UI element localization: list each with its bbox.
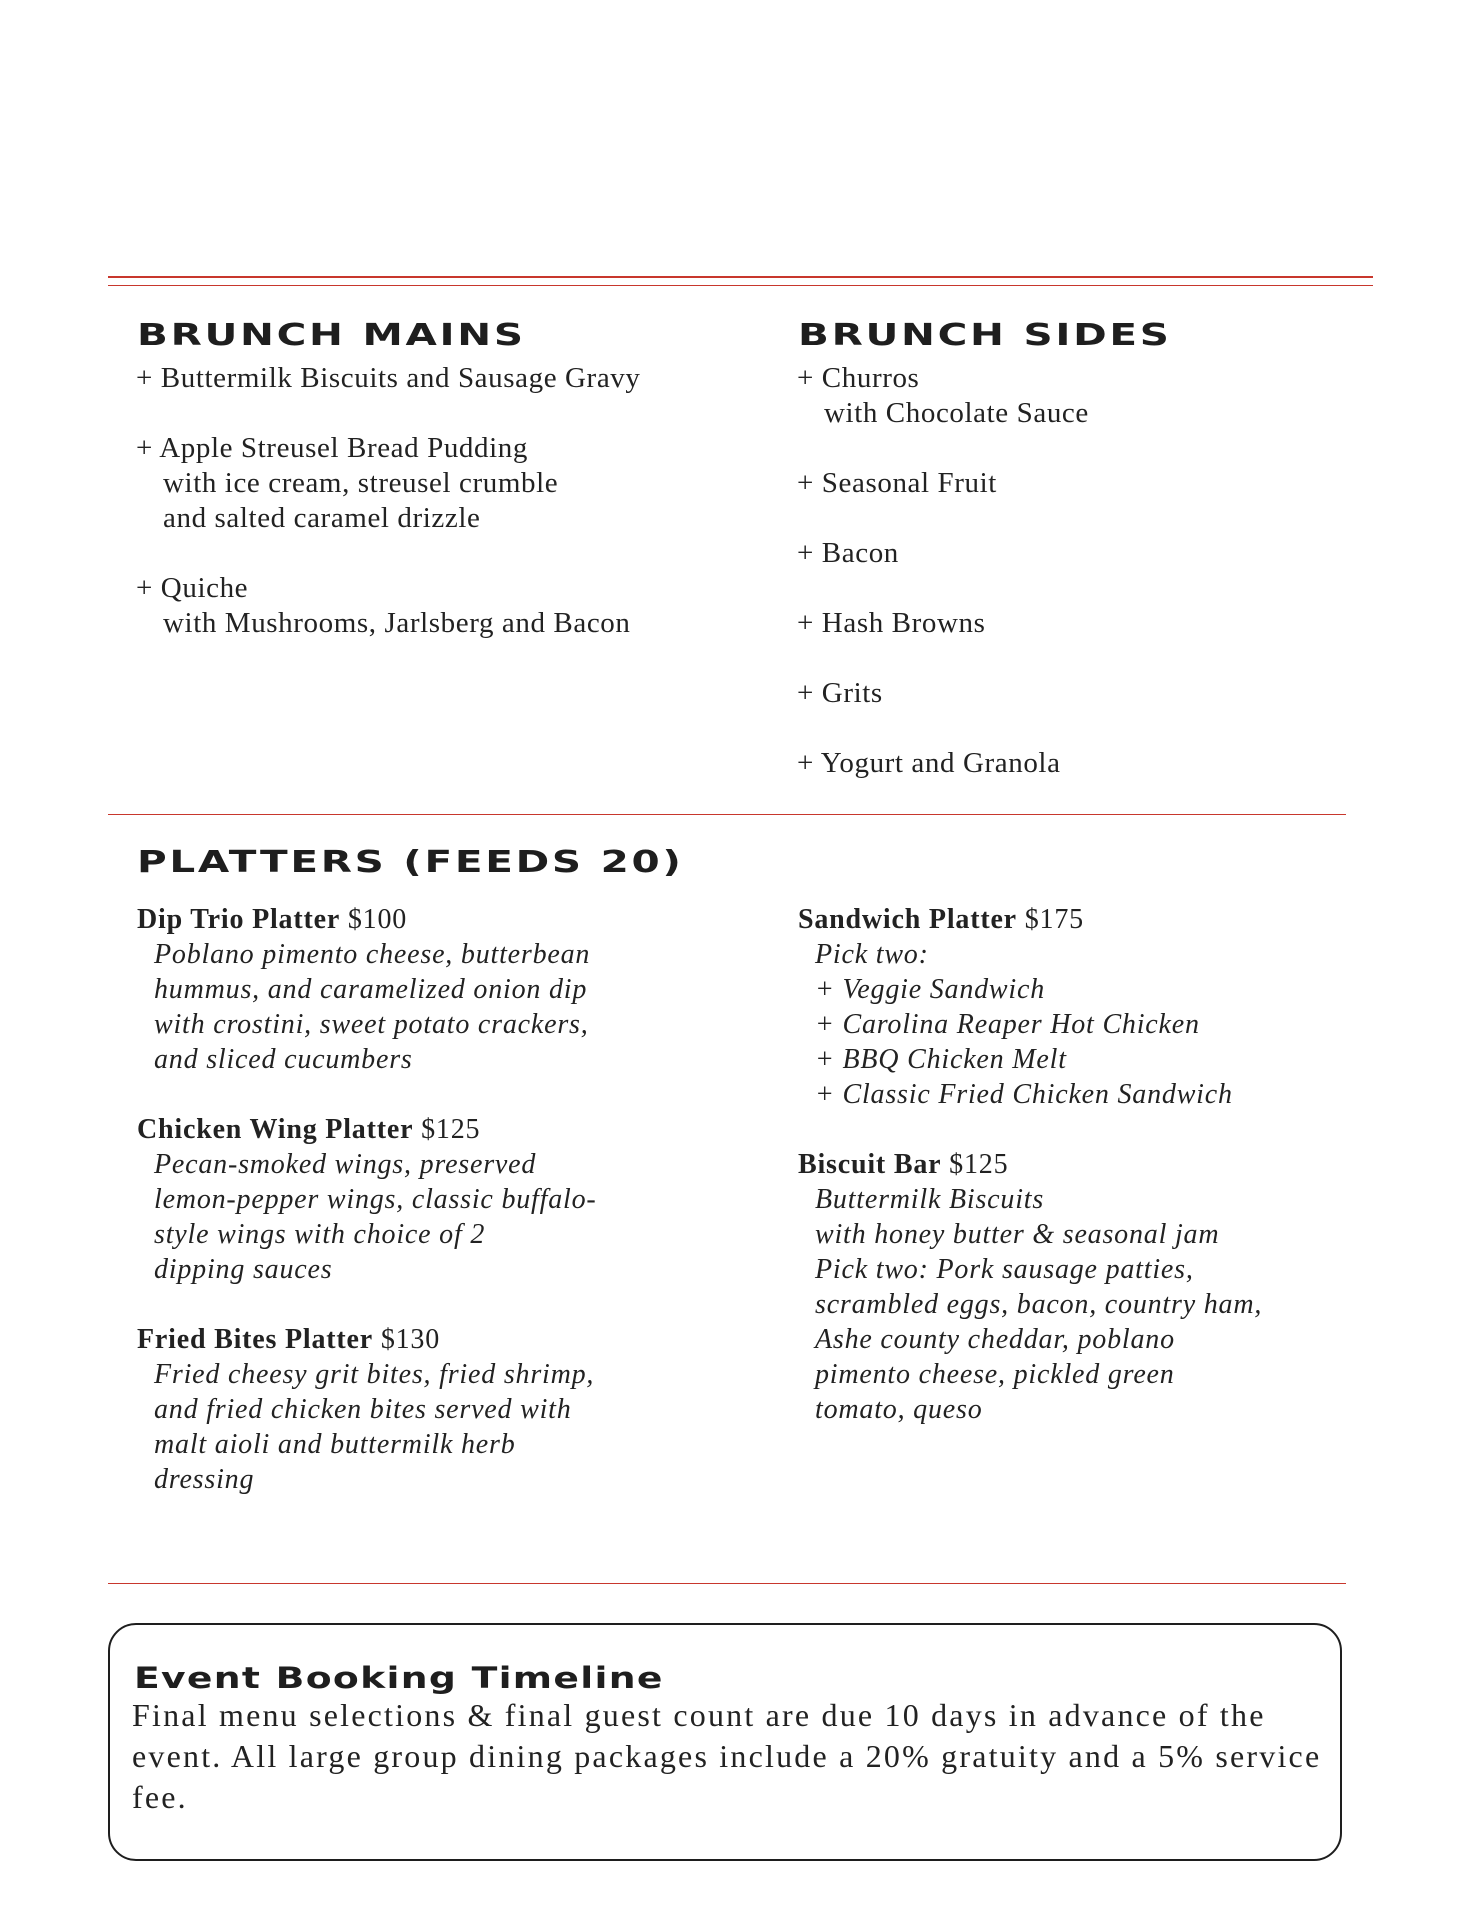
platter-description-line: Pick two: <box>815 939 929 970</box>
brunch-sides-list <box>797 361 1089 816</box>
platter-description-line: hummus, and caramelized onion dip <box>154 974 588 1005</box>
platter-title <box>798 902 1262 937</box>
top-divider-thin <box>108 285 1373 286</box>
platter-price: $130 <box>380 1324 441 1355</box>
menu-item <box>797 361 1089 431</box>
platter-item <box>798 902 1262 1112</box>
platter-name: Dip Trio Platter <box>137 904 341 935</box>
booking-text: Final menu selections & final guest count are due 10 days in advance of the event. All large group dining packages include a 20% gratuity and a 5% service fee. <box>132 1697 1322 1815</box>
platter-description-line: Pecan-smoked wings, preserved <box>154 1149 537 1180</box>
platters-left-column <box>137 902 597 1532</box>
menu-item-name: + Hash Browns <box>797 607 986 639</box>
platter-description-line: dipping sauces <box>154 1254 333 1285</box>
platter-description-line: with honey butter & seasonal jam <box>815 1219 1220 1250</box>
platter-description-line: + Veggie Sandwich <box>815 974 1046 1005</box>
platter-title <box>137 1322 597 1357</box>
platter-price: $175 <box>1024 904 1084 935</box>
top-divider <box>108 276 1373 278</box>
menu-item-description: and salted caramel drizzle <box>163 502 481 534</box>
menu-item-name: + Quiche <box>136 572 249 604</box>
platter-description-line: + Carolina Reaper Hot Chicken <box>815 1009 1200 1040</box>
menu-item-description: with ice cream, streusel crumble <box>163 467 559 499</box>
platters-right-column <box>798 902 1262 1462</box>
menu-item-description: with Chocolate Sauce <box>824 397 1089 429</box>
platter-description-line: Poblano pimento cheese, butterbean <box>154 939 591 970</box>
menu-item <box>797 536 1089 571</box>
menu-item-description: with Mushrooms, Jarlsberg and Bacon <box>163 607 631 639</box>
platter-description-line: scrambled eggs, bacon, country ham, <box>815 1289 1263 1320</box>
platter-description-line: and fried chicken bites served with <box>154 1394 572 1425</box>
menu-item-name: + Bacon <box>797 537 899 569</box>
platter-description-line: Fried cheesy grit bites, fried shrimp, <box>154 1359 595 1390</box>
menu-item-name: + Seasonal Fruit <box>797 467 997 499</box>
platter-price: $125 <box>421 1114 481 1145</box>
platter-name: Biscuit Bar <box>798 1149 942 1180</box>
platter-title <box>798 1147 1262 1182</box>
platter-description <box>137 937 597 1077</box>
platter-description-line: lemon-pepper wings, classic buffalo- <box>154 1184 597 1215</box>
platter-description <box>798 1182 1262 1427</box>
platter-description-line: + Classic Fried Chicken Sandwich <box>815 1079 1233 1110</box>
menu-item-name: + Apple Streusel Bread Pudding <box>136 432 528 464</box>
booking-title: Event Booking Timeline <box>134 1661 664 1695</box>
platter-description <box>137 1147 597 1287</box>
platter-description-line: + BBQ Chicken Melt <box>815 1044 1067 1075</box>
menu-item-name: + Yogurt and Granola <box>797 747 1061 779</box>
platter-item <box>137 1322 597 1497</box>
menu-item <box>797 466 1089 501</box>
platter-title <box>137 902 597 937</box>
platter-price: $100 <box>347 904 408 935</box>
platter-description-line: malt aioli and buttermilk herb <box>154 1429 516 1460</box>
platter-description-line: dressing <box>154 1464 255 1495</box>
platter-price: $125 <box>949 1149 1009 1180</box>
menu-item <box>136 431 641 536</box>
platter-name: Fried Bites Platter <box>137 1324 374 1355</box>
menu-item <box>797 746 1089 781</box>
platter-description-line: Ashe county cheddar, poblano <box>815 1324 1175 1355</box>
platter-description-line: tomato, queso <box>815 1394 983 1425</box>
platter-title <box>137 1112 597 1147</box>
platters-heading: PLATTERS (FEEDS 20) <box>137 845 684 880</box>
menu-item-name: + Buttermilk Biscuits and Sausage Gravy <box>136 362 641 394</box>
platter-description-line: and sliced cucumbers <box>154 1044 413 1075</box>
menu-item <box>136 571 641 641</box>
platter-item <box>137 1112 597 1287</box>
section-divider <box>108 1583 1346 1584</box>
menu-item-name: + Churros <box>797 362 920 394</box>
menu-item <box>136 361 641 396</box>
menu-item <box>797 606 1089 641</box>
brunch-sides-heading: BRUNCH SIDES <box>798 318 1172 353</box>
platter-description-line: style wings with choice of 2 <box>154 1219 486 1250</box>
platter-name: Sandwich Platter <box>798 904 1017 935</box>
platter-description <box>798 937 1262 1112</box>
platter-description <box>137 1357 597 1497</box>
brunch-mains-heading: BRUNCH MAINS <box>137 318 526 353</box>
platter-item <box>137 902 597 1077</box>
menu-item-name: + Grits <box>797 677 883 709</box>
platter-description-line: pimento cheese, pickled green <box>815 1359 1175 1390</box>
platter-item <box>798 1147 1262 1427</box>
booking-info-box <box>108 1623 1342 1861</box>
platter-name: Chicken Wing Platter <box>137 1114 414 1145</box>
section-divider <box>108 814 1346 815</box>
platter-description-line: Pick two: Pork sausage patties, <box>815 1254 1194 1285</box>
menu-item <box>797 676 1089 711</box>
platter-description-line: with crostini, sweet potato crackers, <box>154 1009 589 1040</box>
brunch-mains-list <box>136 361 641 676</box>
platter-description-line: Buttermilk Biscuits <box>815 1184 1045 1215</box>
